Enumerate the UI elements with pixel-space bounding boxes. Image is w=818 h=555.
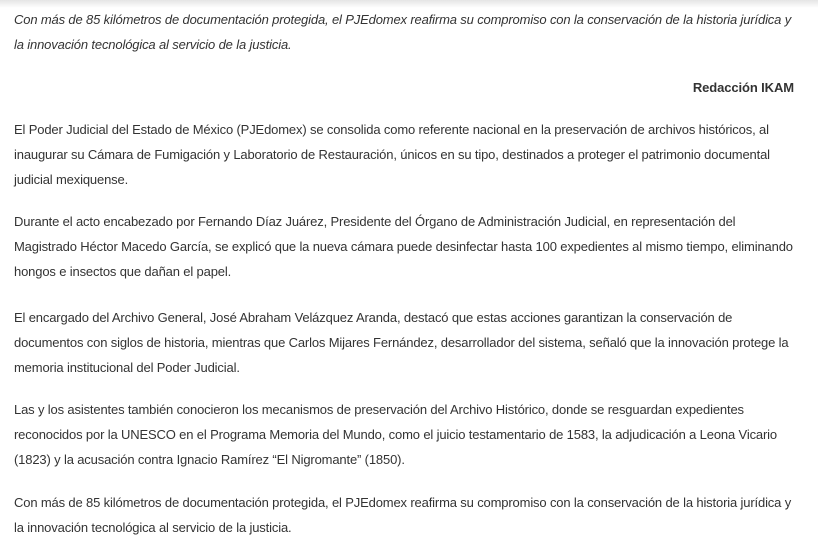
article-paragraph: Con más de 85 kilómetros de documentación protegida, el PJEdomex reafirma su compromiso con la conservación de la historia jurídica y la innovación tecnológica al servicio de la justicia. — [14, 495, 792, 535]
article-paragraph: El encargado del Archivo General, José Abraham Velázquez Aranda, destacó que estas acciones garantizan la conservación de documentos con siglos de historia, mientras que Carlos Mijares Fernández, desarrollador del sistema, señaló que la innovación protege la memoria institucional del Poder Judicial. — [14, 310, 789, 375]
article-paragraph: Las y los asistentes también conocieron los mecanismos de preservación del Archivo Histórico, donde se resguardan expedientes reconocidos por la UNESCO en el Programa Memoria del Mundo, como el juicio testamentario de 1583, la adjudicación a Leona Vicario (1823) y la acusación contra Ignacio Ramírez “El Nigromante” (1850). — [14, 402, 777, 467]
article-paragraph: Durante el acto encabezado por Fernando Díaz Juárez, Presidente del Órgano de Administración Judicial, en representación del Magistrado Héctor Macedo García, se explicó que la nueva cámara puede desinfectar hasta 100 expedientes al mismo tiempo, eliminando hongos e insectos que dañan el papel. — [14, 214, 793, 279]
article-lead: Con más de 85 kilómetros de documentación protegida, el PJEdomex reafirma su compromiso con la conservación de la historia jurídica y la innovación tecnológica al servicio de la justicia. — [14, 12, 792, 52]
article-paragraph: El Poder Judicial del Estado de México (PJEdomex) se consolida como referente nacional en la preservación de archivos históricos, al inaugurar su Cámara de Fumigación y Laboratorio de Restauración, únicos en su tipo, destinados a proteger el patrimonio documental judicial mexiquense. — [14, 122, 770, 187]
article-byline: Redacción IKAM — [692, 80, 794, 95]
